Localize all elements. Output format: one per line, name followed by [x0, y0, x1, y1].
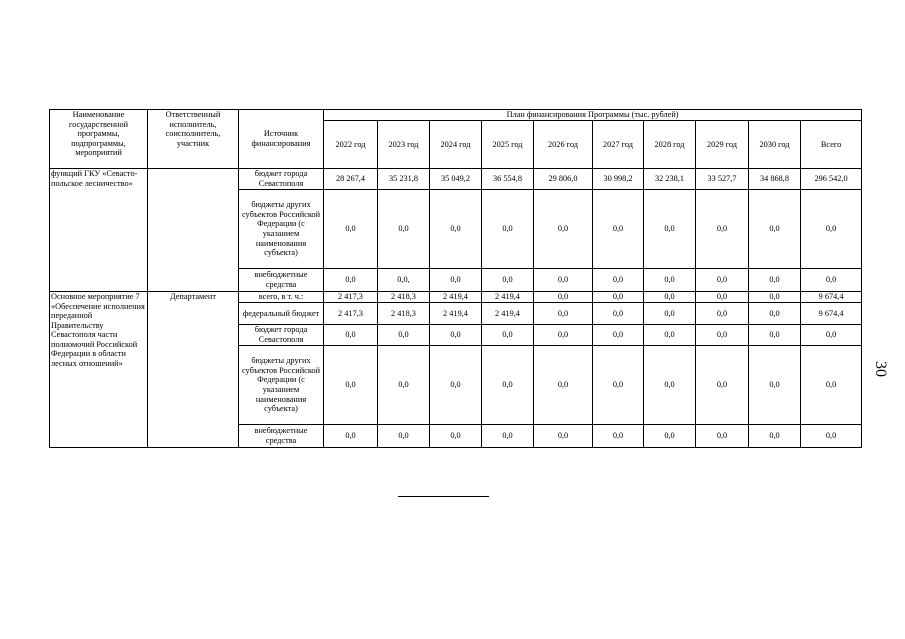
value-cell: 30 998,2 [593, 169, 644, 190]
value-cell: 0,0 [749, 325, 801, 346]
value-cell: 0,0 [749, 292, 801, 303]
col-header-year: 2024 год [430, 121, 482, 169]
responsible-cell [148, 169, 239, 292]
col-header-source: Источник финансирования [239, 110, 324, 169]
value-cell: 0,0 [534, 325, 593, 346]
value-cell: 2 417,3 [324, 303, 378, 325]
value-cell: 0,0 [324, 269, 378, 292]
col-header-year: 2028 год [644, 121, 696, 169]
program-name-cell: Основное мероприятие 7 «Обеспечение исполнения переданной Правительству Севастополя части полномочий Российской Федерации в области лесных отношений» [50, 292, 148, 448]
col-header-total: Всего [801, 121, 862, 169]
value-cell: 32 238,1 [644, 169, 696, 190]
value-cell: 2 418,3 [378, 292, 430, 303]
value-cell: 0,0 [593, 346, 644, 425]
value-cell: 0,0 [593, 303, 644, 325]
value-cell: 0,0 [749, 269, 801, 292]
value-cell: 0,0 [696, 346, 749, 425]
value-cell: 0,0 [534, 269, 593, 292]
value-cell: 0,0 [749, 190, 801, 269]
value-cell: 0,0 [593, 190, 644, 269]
value-cell: 0,0 [534, 346, 593, 425]
col-header-year: 2022 год [324, 121, 378, 169]
page-number: 30 [872, 361, 889, 377]
total-cell: 0,0 [801, 346, 862, 425]
value-cell: 0,0 [534, 425, 593, 448]
value-cell: 0,0 [534, 190, 593, 269]
table-row [50, 169, 862, 190]
value-cell: 0,0 [430, 269, 482, 292]
value-cell: 0,0 [593, 425, 644, 448]
value-cell: 0,0 [696, 292, 749, 303]
value-cell: 0,0 [696, 190, 749, 269]
source-cell: всего, в т. ч.: [239, 292, 324, 303]
col-header-year: 2026 год [534, 121, 593, 169]
source-cell: бюджет города Севастополя [239, 325, 324, 346]
total-cell: 9 674,4 [801, 303, 862, 325]
value-cell: 0,0 [644, 425, 696, 448]
source-cell: бюджеты других субъектов Российской Федерации (с указанием наименования субъекта) [239, 346, 324, 425]
value-cell: 0,0 [430, 425, 482, 448]
value-cell: 33 527,7 [696, 169, 749, 190]
responsible-cell: Департамент [148, 292, 239, 448]
value-cell: 0,0 [593, 292, 644, 303]
value-cell: 0,0 [644, 292, 696, 303]
value-cell: 0,0 [534, 303, 593, 325]
source-cell: федеральный бюджет [239, 303, 324, 325]
value-cell: 0,0 [696, 425, 749, 448]
value-cell: 0,0 [644, 346, 696, 425]
value-cell: 0,0 [644, 190, 696, 269]
source-cell: внебюджетные средства [239, 425, 324, 448]
footnote-divider [398, 496, 489, 497]
value-cell: 0,0 [324, 190, 378, 269]
col-header-year: 2025 год [482, 121, 534, 169]
value-cell: 0,0 [430, 190, 482, 269]
value-cell: 34 868,8 [749, 169, 801, 190]
col-header-responsible: Ответственный исполнитель, соисполнитель, участник [148, 110, 239, 169]
col-header-plan: План финансирования Программы (тыс. рублей) [324, 110, 862, 121]
value-cell: 0,0 [696, 269, 749, 292]
col-header-year: 2030 год [749, 121, 801, 169]
value-cell: 0,0 [482, 346, 534, 425]
value-cell: 35 049,2 [430, 169, 482, 190]
source-cell: внебюджетные средства [239, 269, 324, 292]
value-cell: 0,0 [593, 269, 644, 292]
value-cell: 0,0 [644, 325, 696, 346]
value-cell: 0,0 [324, 346, 378, 425]
value-cell: 0,0 [324, 425, 378, 448]
value-cell: 36 554,8 [482, 169, 534, 190]
financing-table [49, 109, 862, 448]
value-cell: 0,0 [482, 325, 534, 346]
value-cell: 0,0 [378, 325, 430, 346]
value-cell: 0,0 [696, 325, 749, 346]
value-cell: 0,0, [378, 269, 430, 292]
total-cell: 0,0 [801, 425, 862, 448]
value-cell: 0,0 [534, 292, 593, 303]
value-cell: 0,0 [696, 303, 749, 325]
total-cell: 0,0 [801, 325, 862, 346]
value-cell: 0,0 [749, 425, 801, 448]
col-header-year: 2029 год [696, 121, 749, 169]
value-cell: 2 419,4 [430, 292, 482, 303]
col-header-year: 2023 год [378, 121, 430, 169]
source-cell: бюджет города Севастополя [239, 169, 324, 190]
value-cell: 0,0 [378, 190, 430, 269]
total-cell: 0,0 [801, 269, 862, 292]
value-cell: 0,0 [482, 190, 534, 269]
value-cell: 0,0 [378, 425, 430, 448]
value-cell: 2 419,4 [482, 292, 534, 303]
header-row-plan [50, 110, 862, 121]
value-cell: 0,0 [482, 425, 534, 448]
total-cell: 296 542,0 [801, 169, 862, 190]
value-cell: 0,0 [324, 325, 378, 346]
value-cell: 0,0 [378, 346, 430, 425]
value-cell: 0,0 [482, 269, 534, 292]
value-cell: 2 419,4 [430, 303, 482, 325]
value-cell: 29 806,0 [534, 169, 593, 190]
total-cell: 9 674,4 [801, 292, 862, 303]
source-cell: бюджеты других субъектов Российской Федерации (с указанием наименования субъекта) [239, 190, 324, 269]
value-cell: 2 419,4 [482, 303, 534, 325]
col-header-name: Наименование государственной программы, подпрограммы, мероприятий [50, 110, 148, 169]
value-cell: 2 418,3 [378, 303, 430, 325]
value-cell: 0,0 [644, 303, 696, 325]
table-row [50, 292, 862, 303]
value-cell: 0,0 [644, 269, 696, 292]
value-cell: 0,0 [430, 346, 482, 425]
total-cell: 0,0 [801, 190, 862, 269]
value-cell: 2 417,3 [324, 292, 378, 303]
value-cell: 28 267,4 [324, 169, 378, 190]
value-cell: 35 231,8 [378, 169, 430, 190]
col-header-year: 2027 год [593, 121, 644, 169]
program-name-cell: функций ГКУ «Севасто-польское лесничество» [50, 169, 148, 292]
value-cell: 0,0 [749, 346, 801, 425]
value-cell: 0,0 [749, 303, 801, 325]
value-cell: 0,0 [430, 325, 482, 346]
value-cell: 0,0 [593, 325, 644, 346]
